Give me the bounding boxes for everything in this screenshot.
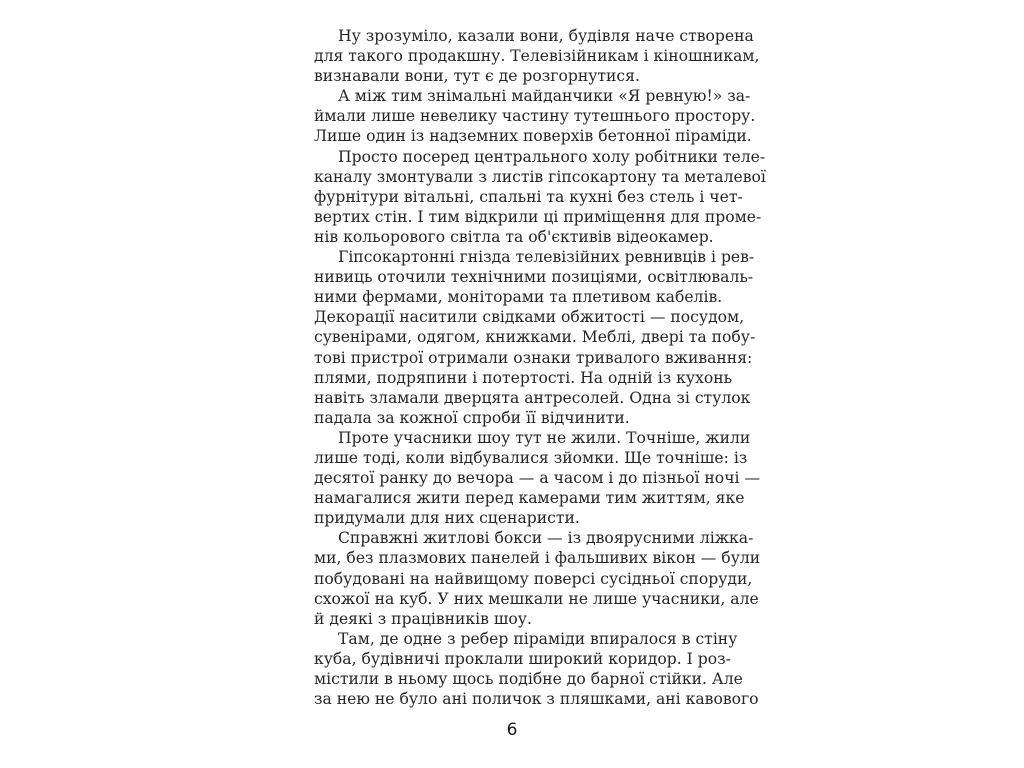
text-line: схожої на куб. У них мешкали не лише учасники, але [314,589,759,608]
text-line: містили в ньому щось подібне до барної стійки. Але [314,670,743,688]
text-line: побудовані на найвищому поверсі сусідньої споруди, [314,569,753,588]
text-line: Ну зрозуміло, казали вони, будівля наче створена [338,27,754,45]
text-line: ми, без плазмових панелей і фальшивих вікон — були [314,549,761,568]
text-line: для такого продакшну. Телевізійникам і кіношникам, [314,47,760,66]
text-line: намагалися жити перед камерами тим життям, яке [314,489,745,508]
text-line: вертих стін. І тим відкрили ці приміщення для проме- [314,207,762,226]
text-line: Там, де одне з ребер піраміди впиралося в стіну [338,629,738,648]
text-line: каналу змонтували з листів гіпсокартону та металевої [314,167,766,186]
text-line: Гіпсокартонні гнізда телевізійних ревнивців і рев- [338,248,755,267]
text-line: придумали для них сценаристи. [314,509,580,528]
text-line: тові пристрої отримали ознаки тривалого вживання: [314,348,753,367]
text-line: падала за кожної спроби її відчинити. [314,408,630,427]
text-line: ними фермами, моніторами та плетивом кабелів. [314,288,723,307]
text-line: нивиць оточили технічними позиціями, освітлюваль- [314,268,754,287]
text-line: за нею не було ані поличок з пляшками, ані кавового [314,690,759,709]
text-line: лише тоді, коли відбувалися зйомки. Ще точніше: із [314,448,748,467]
text-line: навіть зламали дверцята антресолей. Одна зі стулок [314,388,751,407]
text-line: Лише один із надземних поверхів бетонної піраміди. [314,127,752,146]
text-line: фурнітури вітальні, спальні та кухні без стель і чет- [314,187,743,206]
text-line: А між тим знімальні майданчики «Я ревную!» за- [338,87,751,106]
text-line: плями, подряпини і потертості. На одній із кухонь [314,368,733,387]
text-line: й деякі з працівників шоу. [314,609,532,628]
text-line: Декорації наситили свідками обжитості — посудом, [314,308,745,327]
text-line: Справжні житлові бокси — із двоярусними ліжка- [338,529,754,548]
text-line: сувенірами, одягом, книжками. Меблі, двері та побу- [314,328,756,347]
text-line: нів кольорового світла та об'єктивів відеокамер. [314,227,714,246]
text-line: десятої ранку до вечора — а часом і до пізньої ночі — [314,469,761,488]
text-line: визнавали вони, тут є де розгорнутися. [314,67,640,86]
page-number: 6 [506,720,518,740]
body-text [314,26,766,709]
text-line: ймали лише невелику частину тутешнього простору. [314,107,756,126]
text-line: куба, будівничі проклали широкий коридор. І роз- [314,649,731,668]
text-line: Проте учасники шоу тут не жили. Точніше, жили [338,428,751,447]
text-line: Просто посеред центрального холу робітники теле- [338,147,766,166]
